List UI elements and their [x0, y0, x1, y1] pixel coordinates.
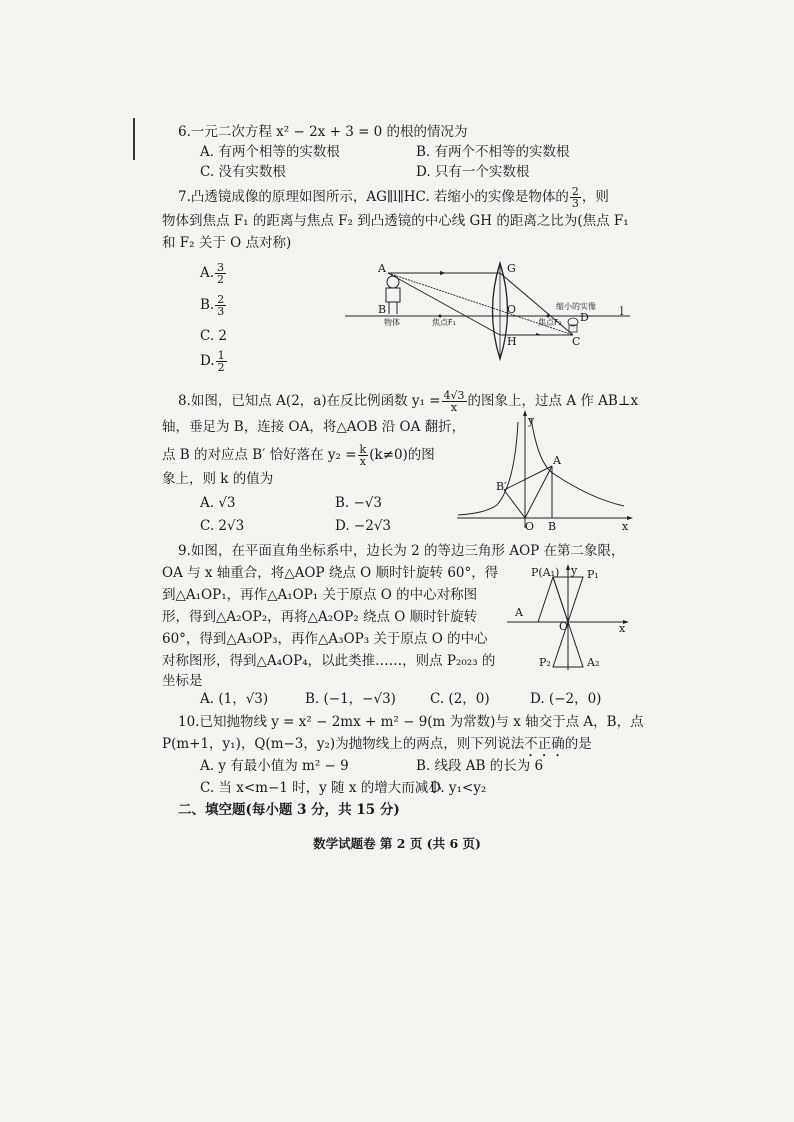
- q7-line1: [178, 186, 609, 209]
- q7-option-b: [200, 294, 227, 317]
- q9-line1: 9.如图，在平面直角坐标系中，边长为 2 的等边三角形 AOP 在第二象限，: [178, 543, 625, 559]
- q7-line2: 物体到焦点 F₁ 的距离与焦点 F₂ 到凸透镜的中心线 GH 的距离之比为(焦点 F₁: [162, 213, 629, 229]
- q10-line2-text: P(m+1，y₁)，Q(m−3，y₂)为抛物线上的两点，则下列说法: [162, 736, 525, 752]
- q7-line3: 和 F₂ 关于 O 点对称): [162, 235, 292, 251]
- curve-y2: [458, 422, 518, 515]
- q8-line1-text: 8.如图，已知点 A(2，a)在反比例函数 y₁ =: [178, 393, 441, 409]
- q9-line5: 60°，得到△A₃OP₃，再作△A₃OP₃ 关于原点 O 的中心: [162, 631, 488, 647]
- q8-line1-tail: 的图象上，过点 A 作 AB⊥x: [467, 393, 639, 409]
- q8-fraction-y2: [358, 444, 369, 467]
- q7-d-num: 1: [217, 349, 225, 362]
- label-c: C: [572, 335, 581, 348]
- q7-a-frac: [215, 262, 226, 285]
- label-x: x: [619, 622, 626, 635]
- label-p-a1: P(A₁): [531, 566, 560, 579]
- label-y: y: [571, 564, 578, 577]
- label-o: O: [559, 620, 569, 633]
- label-x: x: [622, 520, 629, 530]
- q9-rotation-diagram: [505, 560, 635, 675]
- q9-line4: 形，得到△A₂OP₂，再将△A₂OP₂ 绕点 O 顺时针旋转: [162, 609, 478, 625]
- q7-a-label: A.: [200, 265, 215, 281]
- q9-option-a: A. (1，√3): [200, 691, 269, 707]
- q10-line1: 10.已知抛物线 y = x² − 2mx + m² − 9(m 为常数)与 x 轴交于点 A，B，点: [178, 714, 644, 730]
- label-o: O: [525, 520, 535, 530]
- q8-option-d: D. −2√3: [335, 518, 392, 534]
- q7-option-d: [200, 350, 228, 373]
- q9-line6: 对称图形，得到△A₄OP₄，以此类推……，则点 P₂₀₂₃ 的: [162, 653, 496, 669]
- y-axis-arrow: [523, 410, 527, 416]
- q9-line7: 坐标是: [162, 673, 203, 689]
- q7-b-label: B.: [200, 297, 215, 313]
- y-axis-arrow: [566, 564, 570, 570]
- section-2-heading: 二、填空题(每小题 3 分，共 15 分): [178, 802, 400, 818]
- q10-emphasis-not-correct: 不正确: [524, 736, 565, 752]
- q10-option-b: B. 线段 AB 的长为 6: [416, 758, 544, 774]
- label-focus-f2: 焦点F₂: [538, 318, 562, 327]
- small-image-icon: [568, 318, 578, 332]
- margin-mark: [133, 118, 135, 160]
- q9-line2: OA 与 x 轴重合，将△AOP 绕点 O 顺时针旋转 60°，得: [162, 565, 499, 581]
- label-d: D: [580, 311, 589, 324]
- label-o: O: [507, 303, 517, 316]
- q9-option-b: B. (−1，−√3): [305, 691, 396, 707]
- q10-option-a: A. y 有最小值为 m² − 9: [200, 758, 349, 774]
- q8-line4: 象上，则 k 的值为: [162, 471, 274, 487]
- q9-line3: 到△A₁OP₁，再作△A₁OP₁ 关于原点 O 的中心对称图: [162, 587, 478, 603]
- object-figure-icon: [386, 276, 400, 314]
- q10-line2-tail: 的是: [564, 736, 592, 752]
- q7-d-den: 2: [217, 361, 225, 374]
- q7-b-frac: [215, 294, 226, 317]
- q6-option-d: D. 只有一个实数根: [416, 164, 530, 180]
- q7-a-den: 2: [217, 273, 225, 286]
- label-b-prime: B′: [496, 480, 507, 493]
- q8-option-b: B. −√3: [335, 495, 383, 511]
- label-g: G: [507, 262, 516, 275]
- label-h: H: [507, 335, 517, 348]
- q7-b-num: 2: [217, 293, 225, 306]
- segment-ob-prime: [504, 490, 525, 518]
- label-b: B: [548, 520, 557, 530]
- q7-line1-tail: ，则: [581, 189, 609, 205]
- label-a: A: [378, 262, 386, 275]
- q7-a-num: 3: [217, 261, 225, 274]
- q7-option-a: [200, 262, 227, 285]
- q8-line3-tail: (k≠0)的图: [369, 447, 435, 463]
- ray-arrow-1: [440, 271, 446, 275]
- page-footer: 数学试题卷 第 2 页 (共 6 页): [313, 836, 481, 851]
- triangle-aop: [538, 577, 568, 622]
- q10-option-c: C. 当 x<m−1 时，y 随 x 的增大而减小: [200, 780, 442, 796]
- q8-line3-text: 点 B 的对应点 B′ 恰好落在 y₂ =: [162, 447, 357, 463]
- q8-frac-den: x: [450, 401, 458, 414]
- label-b: B: [378, 303, 387, 316]
- label-p2: P₂: [539, 656, 551, 669]
- q7-line1-text: 7.凸透镜成像的原理如图所示，AG∥l∥HC. 若缩小的实像是物体的: [178, 189, 569, 205]
- label-object: 物体: [384, 318, 400, 327]
- q7-frac-denominator: 3: [571, 197, 579, 210]
- q7-frac-numerator: 2: [571, 185, 579, 198]
- label-small-image: 缩小的实像: [556, 302, 596, 311]
- q7-option-c: C. 2: [200, 328, 228, 344]
- q8-line2: 轴，垂足为 B，连接 OA，将△AOB 沿 OA 翻折，: [162, 419, 466, 435]
- label-a: A: [515, 606, 523, 619]
- q7-b-den: 3: [217, 305, 225, 318]
- q8-option-a: A. √3: [200, 495, 236, 511]
- q8-option-c: C. 2√3: [200, 518, 245, 534]
- label-a2: A₂: [587, 656, 600, 669]
- q10-option-d: D. y₁<y₂: [430, 780, 487, 796]
- q8-frac-num: 4√3: [443, 389, 465, 402]
- label-p1: P₁: [587, 568, 599, 581]
- q8-hyperbola-graph: [452, 410, 637, 530]
- q9-option-c: C. (2，0): [430, 691, 490, 707]
- label-a: A: [553, 454, 561, 467]
- q6-option-c: C. 没有实数根: [200, 164, 286, 180]
- label-l: l: [620, 305, 624, 318]
- q7-d-label: D.: [200, 353, 215, 369]
- q9-option-d: D. (−2，0): [530, 691, 602, 707]
- q8-frac2-den: x: [359, 455, 366, 468]
- q6-option-a: A. 有两个相等的实数根: [200, 144, 340, 160]
- q7-d-frac: [216, 350, 227, 373]
- q6-stem: 6.一元二次方程 x² − 2x + 3 = 0 的根的情况为: [178, 124, 468, 140]
- label-y: y: [528, 414, 535, 427]
- q8-frac2-num: k: [359, 443, 367, 456]
- q6-option-b: B. 有两个不相等的实数根: [416, 144, 570, 160]
- label-focus-f1: 焦点F₁: [432, 318, 456, 327]
- q7-fraction: [570, 186, 581, 209]
- q8-line3: [162, 444, 435, 467]
- q7-lens-diagram: [340, 255, 640, 370]
- curve-y1: [531, 418, 624, 506]
- ray-arrow-2: [536, 333, 542, 335]
- segment-oa: [525, 466, 552, 518]
- segment-ab-prime: [504, 466, 552, 490]
